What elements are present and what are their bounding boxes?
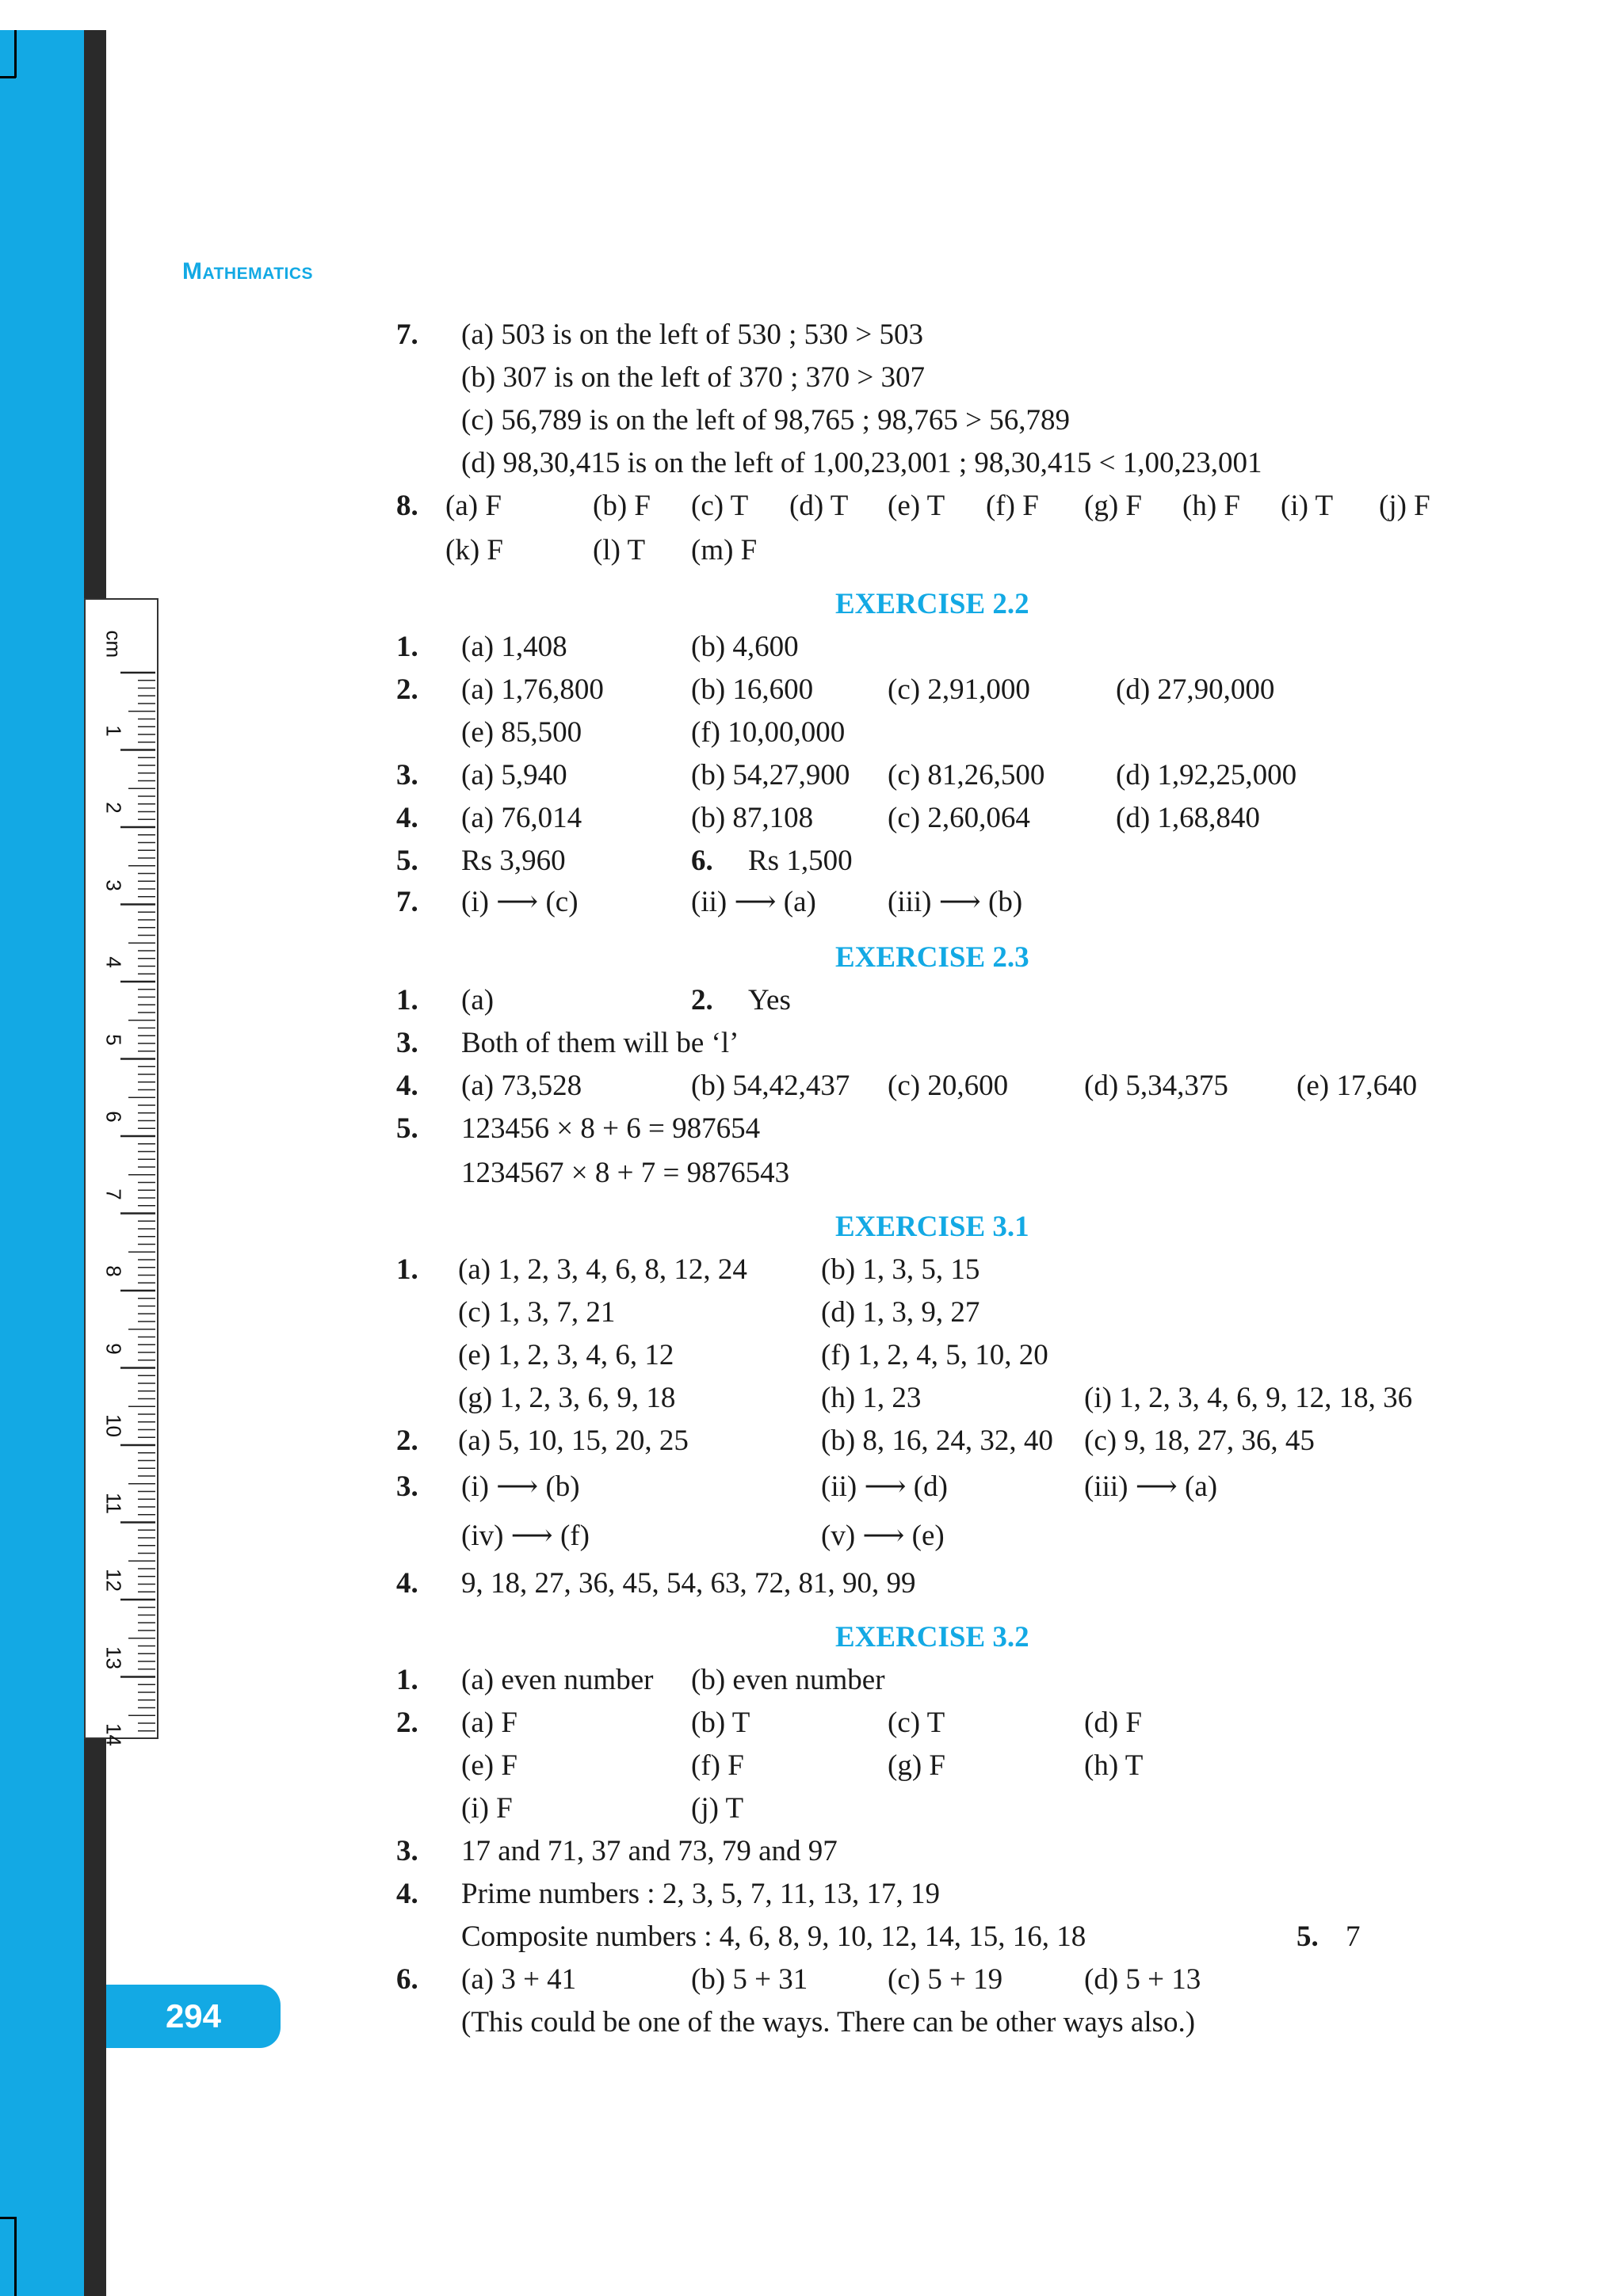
ruler-cm-label: 14 <box>101 1723 126 1746</box>
question-number: 4. <box>396 1567 418 1600</box>
answer-text: (b) F <box>593 490 651 522</box>
answer-text: (d) 1, 3, 9, 27 <box>821 1296 980 1329</box>
question-number: 3. <box>396 1470 418 1503</box>
ruler-cm-label: 2 <box>101 802 126 814</box>
answer-text: (iv) ⟶ (f) <box>461 1520 590 1552</box>
answer-text: (a) <box>461 984 495 1016</box>
question-number: 3. <box>396 759 418 791</box>
answer-text: (d) 27,90,000 <box>1116 673 1275 706</box>
answer-text: (b) 307 is on the left of 370 ; 370 > 307 <box>461 361 926 394</box>
answer-text: (b) 54,42,437 <box>691 1070 850 1102</box>
answer-text: 1234567 × 8 + 7 = 9876543 <box>461 1157 790 1189</box>
answer-text: (c) 2,60,064 <box>888 802 1030 834</box>
answer-text: (c) 1, 3, 7, 21 <box>458 1296 616 1329</box>
ruler-cm-label: 8 <box>101 1265 126 1277</box>
answer-text: (b) even number <box>691 1664 885 1696</box>
ruler-cm-label: 11 <box>101 1492 126 1514</box>
answer-text: (d) 1,92,25,000 <box>1116 759 1297 791</box>
answer-text: (i) 1, 2, 3, 4, 6, 9, 12, 18, 36 <box>1084 1382 1413 1414</box>
answer-text: (iii) ⟶ (a) <box>1084 1470 1218 1503</box>
answer-text: (a) 1,408 <box>461 631 567 663</box>
question-number: 1. <box>396 1664 418 1696</box>
ruler-cm-label: 4 <box>101 956 126 968</box>
ruler-unit-label: cm <box>101 630 126 658</box>
ruler-cm-label: 12 <box>101 1569 126 1592</box>
answer-text: Both of them will be ‘l’ <box>461 1027 739 1059</box>
answer-text: 7 <box>1346 1920 1361 1953</box>
question-number: 8. <box>396 490 418 522</box>
question-number: 3. <box>396 1027 418 1059</box>
answer-text: (a) 5, 10, 15, 20, 25 <box>458 1425 689 1457</box>
answer-text: (g) F <box>1084 490 1142 522</box>
answer-text: (b) 87,108 <box>691 802 814 834</box>
answer-text: 123456 × 8 + 6 = 987654 <box>461 1112 761 1145</box>
answer-text: (f) F <box>691 1749 744 1782</box>
question-number: 6. <box>396 1963 418 1996</box>
crop-mark-bottom-horizontal <box>0 2217 16 2219</box>
answer-text: (f) F <box>986 490 1039 522</box>
answer-text: (c) 2,91,000 <box>888 673 1030 706</box>
answer-text: (i) F <box>461 1792 513 1825</box>
answer-text: (c) 5 + 19 <box>888 1963 1003 1996</box>
question-number: 2. <box>396 1707 418 1739</box>
crop-mark-bottom-vertical <box>14 2217 17 2296</box>
answer-text: (d) 1,68,840 <box>1116 802 1260 834</box>
exercise-heading: EXERCISE 2.2 <box>835 588 1029 620</box>
question-number: 2. <box>396 1425 418 1457</box>
running-header: Mathematics <box>182 258 314 284</box>
exercise-heading: EXERCISE 2.3 <box>835 941 1029 974</box>
answer-text: (a) F <box>461 1707 517 1739</box>
answer-text: Rs 3,960 <box>461 845 566 877</box>
answer-text: (i) ⟶ (b) <box>461 1470 580 1503</box>
ruler-cm-label: 6 <box>101 1111 126 1123</box>
answer-text: (b) 5 + 31 <box>691 1963 808 1996</box>
question-number: 2. <box>396 673 418 706</box>
answer-text: (d) 98,30,415 is on the left of 1,00,23,001 ; 98,30,415 < 1,00,23,001 <box>461 447 1262 479</box>
answer-text: (i) ⟶ (c) <box>461 886 579 918</box>
answer-text: (e) 17,640 <box>1296 1070 1418 1102</box>
answer-text: (d) 5 + 13 <box>1084 1963 1201 1996</box>
answer-text: (v) ⟶ (e) <box>821 1520 945 1552</box>
ruler-cm-label: 5 <box>101 1033 126 1046</box>
answer-text: (i) T <box>1281 490 1334 522</box>
answer-text: (c) 81,26,500 <box>888 759 1045 791</box>
question-number: 3. <box>396 1835 418 1867</box>
answer-text: (b) 1, 3, 5, 15 <box>821 1253 980 1286</box>
answer-text: (a) 76,014 <box>461 802 582 834</box>
answer-text: (d) F <box>1084 1707 1142 1739</box>
answer-text: (h) F <box>1182 490 1240 522</box>
answer-text: (a) 1, 2, 3, 4, 6, 8, 12, 24 <box>458 1253 747 1286</box>
answer-text: (e) T <box>888 490 945 522</box>
answer-text: (a) 503 is on the left of 530 ; 530 > 503 <box>461 318 923 351</box>
answer-text: (e) F <box>461 1749 517 1782</box>
answer-text: (h) T <box>1084 1749 1144 1782</box>
answer-text: (This could be one of the ways. There can be other ways also.) <box>461 2006 1196 2039</box>
answer-text: (c) 56,789 is on the left of 98,765 ; 98,765 > 56,789 <box>461 404 1070 437</box>
question-number: 6. <box>691 845 713 877</box>
answer-text: (l) T <box>593 534 646 566</box>
answer-text: 17 and 71, 37 and 73, 79 and 97 <box>461 1835 838 1867</box>
question-number: 7. <box>396 886 418 918</box>
ruler-cm-label: 3 <box>101 879 126 891</box>
answer-text: (b) 8, 16, 24, 32, 40 <box>821 1425 1053 1457</box>
answer-text: Yes <box>748 984 791 1016</box>
exercise-heading: EXERCISE 3.1 <box>835 1211 1029 1243</box>
answer-text: (f) 10,00,000 <box>691 716 846 749</box>
answer-text: (g) F <box>888 1749 945 1782</box>
answer-text: (c) T <box>888 1707 945 1739</box>
answer-text: (c) T <box>691 490 749 522</box>
answer-text: (ii) ⟶ (d) <box>821 1470 948 1503</box>
answer-text: (ii) ⟶ (a) <box>691 886 816 918</box>
answer-text: Rs 1,500 <box>748 845 853 877</box>
crop-mark-top-horizontal <box>0 76 16 78</box>
answer-text: (c) 20,600 <box>888 1070 1009 1102</box>
answer-text: (a) even number <box>461 1664 654 1696</box>
answer-text: (a) 73,528 <box>461 1070 582 1102</box>
answer-text: (a) 3 + 41 <box>461 1963 577 1996</box>
question-number: 4. <box>396 802 418 834</box>
answer-text: (c) 9, 18, 27, 36, 45 <box>1084 1425 1315 1457</box>
answer-text: (g) 1, 2, 3, 6, 9, 18 <box>458 1382 676 1414</box>
answer-text: (f) 1, 2, 4, 5, 10, 20 <box>821 1339 1048 1371</box>
left-blue-margin-bar <box>0 30 84 2296</box>
answer-text: (j) F <box>1379 490 1430 522</box>
answer-text: (h) 1, 23 <box>821 1382 922 1414</box>
question-number: 5. <box>1296 1920 1319 1953</box>
answer-text: (iii) ⟶ (b) <box>888 886 1023 918</box>
answer-text: (d) T <box>789 490 849 522</box>
question-number: 2. <box>691 984 713 1016</box>
answer-text: (j) T <box>691 1792 744 1825</box>
question-number: 7. <box>396 318 418 351</box>
page-number-tab <box>106 1985 281 2048</box>
answer-text: Composite numbers : 4, 6, 8, 9, 10, 12, 14, 15, 16, 18 <box>461 1920 1086 1953</box>
answer-text: 9, 18, 27, 36, 45, 54, 63, 72, 81, 90, 99 <box>461 1567 916 1600</box>
answer-text: (a) 1,76,800 <box>461 673 604 706</box>
answer-text: (a) F <box>445 490 502 522</box>
ruler <box>84 598 158 1746</box>
ruler-cm-label: 7 <box>101 1188 126 1200</box>
answer-text: (m) F <box>691 534 758 566</box>
answer-text: (b) 54,27,900 <box>691 759 850 791</box>
ruler-cm-label: 10 <box>101 1414 126 1437</box>
question-number: 5. <box>396 845 418 877</box>
crop-mark-top-vertical <box>14 30 17 78</box>
answer-text: (k) F <box>445 534 503 566</box>
ruler-cm-label: 13 <box>101 1646 126 1669</box>
question-number: 1. <box>396 1253 418 1286</box>
answer-text: (b) 16,600 <box>691 673 814 706</box>
answer-text: (b) T <box>691 1707 750 1739</box>
question-number: 5. <box>396 1112 418 1145</box>
page-number: 294 <box>165 1997 222 2035</box>
answer-text: (b) 4,600 <box>691 631 799 663</box>
exercise-heading: EXERCISE 3.2 <box>835 1621 1029 1653</box>
answer-text: (e) 1, 2, 3, 4, 6, 12 <box>458 1339 674 1371</box>
question-number: 1. <box>396 631 418 663</box>
question-number: 4. <box>396 1070 418 1102</box>
answer-text: (a) 5,940 <box>461 759 567 791</box>
ruler-cm-label: 1 <box>101 724 126 737</box>
question-number: 4. <box>396 1878 418 1910</box>
ruler-cm-label: 9 <box>101 1342 126 1355</box>
answer-text: (d) 5,34,375 <box>1084 1070 1228 1102</box>
question-number: 1. <box>396 984 418 1016</box>
answer-text: Prime numbers : 2, 3, 5, 7, 11, 13, 17, 19 <box>461 1878 940 1910</box>
answer-text: (e) 85,500 <box>461 716 582 749</box>
